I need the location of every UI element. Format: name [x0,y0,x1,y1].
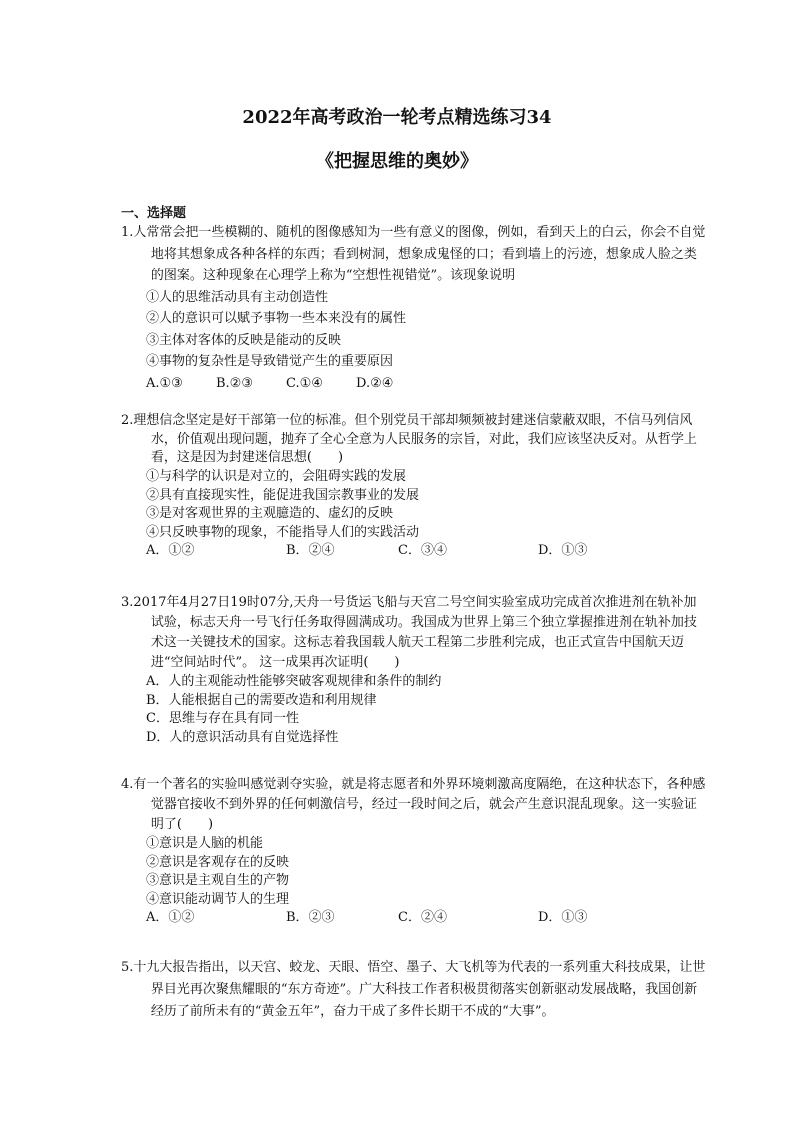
answer-choice: D．①③ [538,910,588,925]
option-item: C．思维与存在具有同一性 [146,711,299,726]
answer-choice: C.①④ [286,375,323,391]
question-3 [121,593,706,747]
option-item: ③是对客观世界的主观臆造的、虚幻的反映 [146,506,394,522]
answer-choice: A．①② [146,910,195,925]
answer-choices [121,542,706,561]
question-2 [121,412,706,561]
answer-choice: A．①② [146,543,195,559]
option-item: ②意识是客观存在的反映 [146,854,290,870]
answer-choice: D.②④ [356,375,394,391]
answer-choices [121,909,706,928]
option-item: ③意识是主观自生的产物 [146,873,290,888]
option-item: D．人的意识活动具有自觉选择性 [146,729,339,745]
answer-choice: B．②④ [286,543,335,559]
answer-choice: A.①③ [146,375,183,391]
option-item: ①意识是人脑的机能 [146,836,264,851]
section-heading: 一、选择题 [121,206,187,221]
option-item: ③主体对客体的反映是能动的反映 [146,332,342,348]
option-item: ④只反映事物的现象，不能指导人们的实践活动 [146,524,420,540]
option-item: ①与科学的认识是对立的，会阻碍实践的发展 [146,469,407,485]
page-subtitle: 《把握思维的奥妙》 [316,151,478,172]
answer-choice: D．①③ [538,543,588,559]
question-5 [121,957,706,1023]
answer-choice: B．②③ [286,910,335,925]
question-stem: 3.2017年4月27日19时07分,天舟一号货运飞船与天宫二号空间实验室成功完成首次推进剂在轨补加试验，标志天舟一号飞行任务取得圆满成功。我国成为世界上第三个独立掌握推进剂在轨补加技术这一关键技术的国家。这标志着我国载人航天工程第二步胜利完成，也正式宣告中国航天迈进“空间站时代”。 这一成果再次证明( ) [121,595,697,670]
option-item: A．人的主观能动性能够突破客观规律和条件的制约 [146,674,442,689]
option-item: ②人的意识可以赋予事物一些本来没有的属性 [146,311,407,326]
answer-choice: C．②④ [398,910,447,925]
question-stem: 4.有一个著名的实验叫感觉剥夺实验，就是将志愿者和外界环境刺激高度隔绝，在这种状态下，各种感觉器官接收不到外界的任何刺激信号，经过一段时间之后，就会产生意识混乱现象。这一实验证明了( ) [121,777,706,832]
option-item: ④事物的复杂性是导致错觉产生的重要原因 [146,354,394,369]
question-4 [121,775,706,928]
answer-choice: C．③④ [398,543,447,559]
option-item: B．人能根据自己的需要改造和利用规律 [146,692,377,708]
option-item: ②具有直接现实性，能促进我国宗教事业的发展 [146,487,420,503]
question-stem: 5.十九大报告指出，以天宫、蛟龙、天眼、悟空、墨子、大飞机等为代表的一系列重大科技成果，让世界目光再次聚焦耀眼的“东方奇迹”。广大科技工作者积极贯彻落实创新驱动发展战略，我国创新经历了前所未有的“黄金五年”，奋力干成了多件长期干不成的“大事”。 [121,960,706,1019]
answer-choice: B.②③ [216,375,253,391]
option-item: ④意识能动调节人的生理 [146,891,290,907]
option-item: ①人的思维活动具有主动创造性 [146,289,329,305]
answer-choices [121,373,706,395]
page-title: 2022年高考政治一轮考点精选练习34 [242,107,552,128]
question-1 [121,222,706,394]
question-stem: 1.人常常会把一些模糊的、随机的图像感知为一些有意义的图像，例如，看到天上的白云，你会不自觉地将其想象成各种各样的东西；看到树洞，想象成鬼怪的口；看到墙上的污迹，想象成人脸之类的图案。这种现象在心理学上称为“空想性视错觉”。该现象说明 [121,225,706,283]
question-stem: 2.理想信念坚定是好干部第一位的标准。但个别党员干部却频频被封建迷信蒙蔽双眼，不信马列信风水，价值观出现问题，抛弃了全心全意为人民服务的宗旨，对此，我们应该坚决反对。从哲学上看，这是因为封建迷信思想( ) [121,413,697,466]
